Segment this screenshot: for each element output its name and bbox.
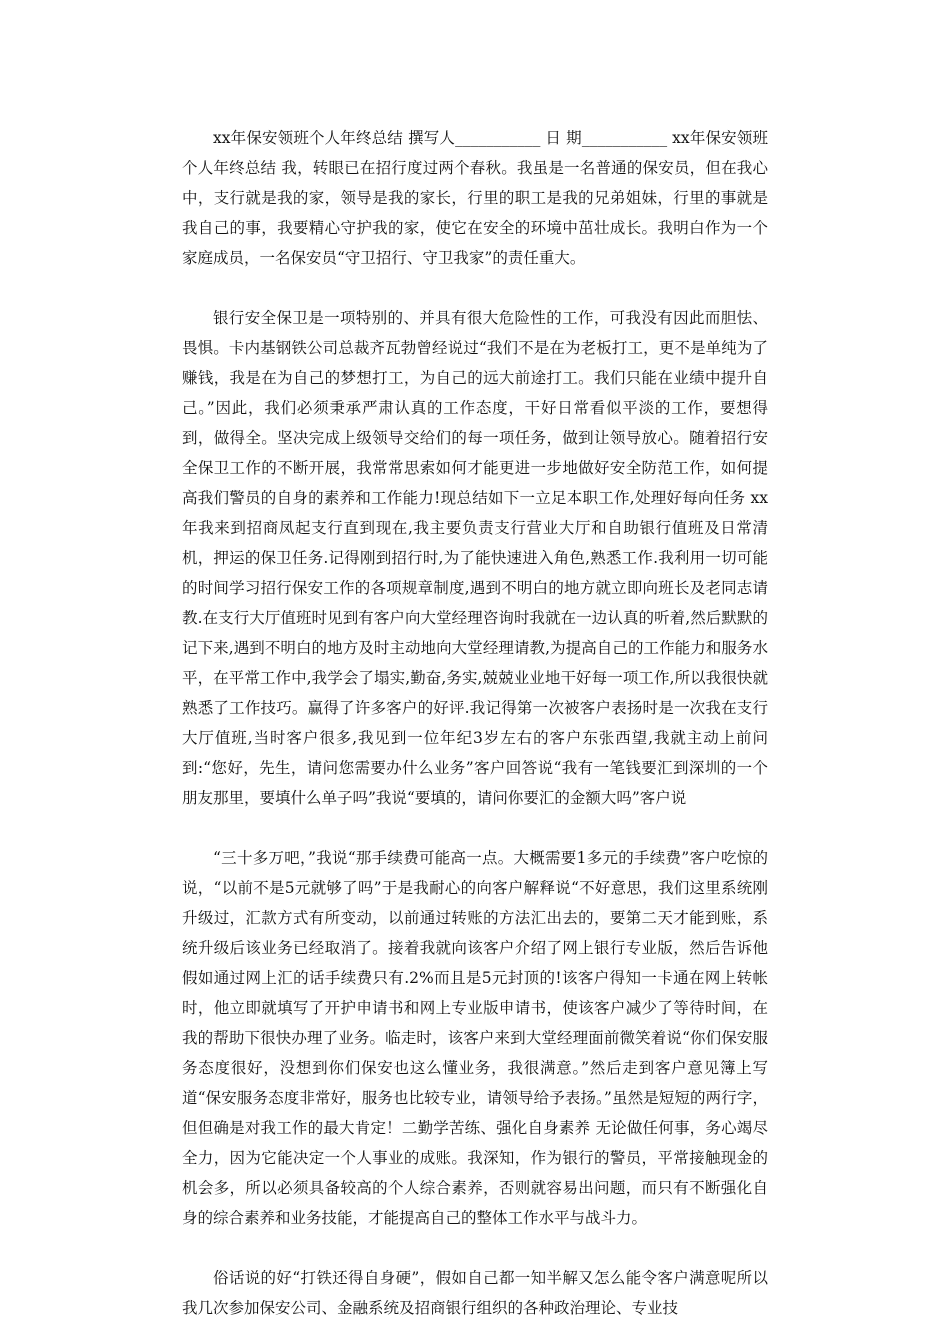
paragraph-4: 俗话说的好“打铁还得自身硬”，假如自己都一知半解又怎么能令客户满意呢所以我几次参加保安公司、金融系统及招商银行组织的各种政治理论、专业技 [182, 1269, 768, 1317]
paragraph-1: xx年保安领班个人年终总结 撰写人___________ 日 期___________ xx年保安领班个人年终总结 我，转眼已在招行度过两个春秋。我虽是一名普通的保安员，但在我心中，支行就是我的家，领导是我的家长，行里的职工是我的兄弟姐妹，行里的事就是我自己的事，我要精心守护我的家，使它在安全的环境中茁壮成长。我明白作为一个家庭成员，一名保安员“守卫招行、守卫我家”的责任重大。 [182, 129, 768, 267]
paragraph-3: “三十多万吧，”我说“那手续费可能高一点。大概需要1多元的手续费”客户吃惊的说，“以前不是5元就够了吗”于是我耐心的向客户解释说“不好意思，我们这里系统刚升级过，汇款方式有所变动，以前通过转账的方法汇出去的，要第二天才能到账，系统升级后该业务已经取消了。接着我就向该客户介绍了网上银行专业版，然后告诉他假如通过网上汇的话手续费只有.2%而且是5元封顶的!该客户得知一卡通在网上转帐时，他立即就填写了开护申请书和网上专业版申请书，使该客户减少了等待时间，在我的帮助下很快办理了业务。临走时，该客户来到大堂经理面前微笑着说“你们保安服务态度很好，没想到你们保安也这么懂业务，我很满意。”然后走到客户意见簿上写道“保安服务态度非常好，服务也比较专业，请领导给予表扬。”虽然是短短的两行字，但但确是对我工作的最大肯定！二勤学苦练、强化自身素养 无论做任何事，务心竭尽全力，因为它能决定一个人事业的成账。我深知，作为银行的警员，平常接触现金的机会多，所以必须具备较高的个人综合素养，否则就容易出问题，而只有不断强化自身的综合素养和业务技能，才能提高自己的整体工作水平与战斗力。 [182, 849, 768, 1227]
document-body [182, 123, 768, 1323]
paragraph-2: 银行安全保卫是一项特别的、并具有很大危险性的工作，可我没有因此而胆怯、畏惧。卡内基钢铁公司总裁齐瓦勃曾经说过“我们不是在为老板打工，更不是单纯为了赚钱，我是在为自己的梦想打工，为自己的远大前途打工。我们只能在业绩中提升自己。”因此，我们必须秉承严肃认真的工作态度，干好日常看似平淡的工作，要想得到，做得全。坚决完成上级领导交给们的每一项任务，做到让领导放心。随着招行安全保卫工作的不断开展，我常常思索如何才能更进一步地做好安全防范工作，如何提高我们警员的自身的素养和工作能力!现总结如下一立足本职工作,处理好每向任务 xx年我来到招商凤起支行直到现在,我主要负责支行营业大厅和自助银行值班及日常清机，押运的保卫任务.记得刚到招行时,为了能快速进入角色,熟悉工作.我利用一切可能的时间学习招行保安工作的各项规章制度,遇到不明白的地方就立即向班长及老同志请教.在支行大厅值班时见到有客户向大堂经理咨询时我就在一边认真的听着,然后默默的记下来,遇到不明白的地方及时主动地向大堂经理请教,为提高自己的工作能力和服务水平，在平常工作中,我学会了塌实,勤奋,务实,兢兢业业地干好每一项工作,所以我很快就熟悉了工作技巧。赢得了许多客户的好评.我记得第一次被客户表扬时是一次我在支行大厅值班,当时客户很多,我见到一位年纪3岁左右的客户东张西望,我就主动上前问到:“您好，先生，请问您需要办什么业务”客户回答说“我有一笔钱要汇到深圳的一个朋友那里，要填什么单子吗”我说“要填的，请问你要汇的金额大吗”客户说 [182, 309, 768, 807]
